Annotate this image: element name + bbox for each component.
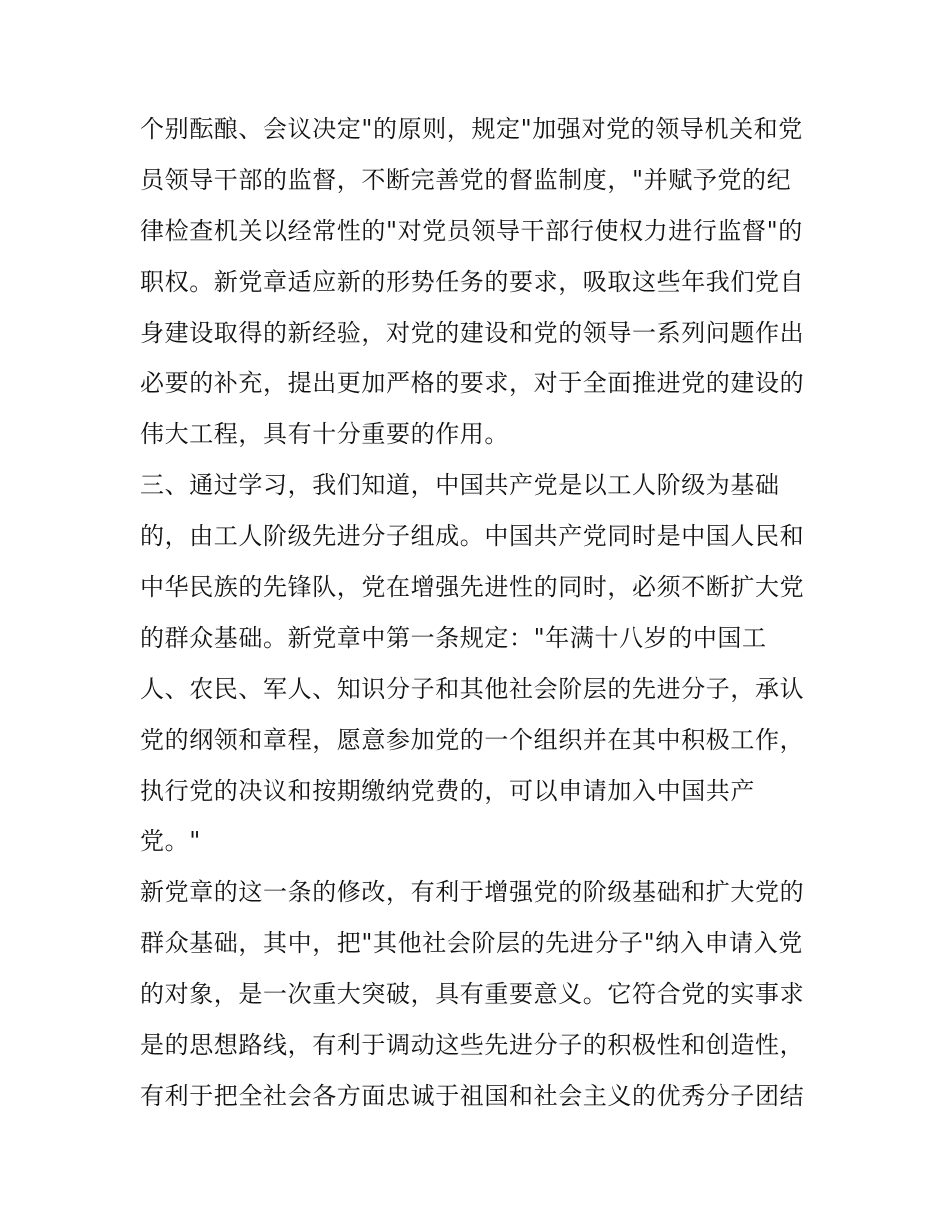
text-line: 新党章的这一条的修改，有利于增强党的阶级基础和扩大党的 xyxy=(140,878,805,907)
body-text xyxy=(140,104,820,1122)
text-line: 三、通过学习，我们知道，中国共产党是以工人阶级为基础 xyxy=(140,471,780,500)
text-line: 人、农民、军人、知识分子和其他社会阶层的先进分子，承认 xyxy=(140,674,805,703)
text-line: 伟大工程，具有十分重要的作用。 xyxy=(140,420,509,449)
text-line: 的群众基础。新党章中第一条规定："年满十八岁的中国工 xyxy=(140,623,767,652)
text-line: 党。" xyxy=(140,827,201,856)
text-line: 员领导干部的监督，不断完善党的督监制度，"并赋予党的纪 xyxy=(140,165,792,194)
text-line: 身建设取得的新经验，对党的建设和党的领导一系列问题作出 xyxy=(140,318,805,347)
text-line: 的对象，是一次重大突破，具有重要意义。它符合党的实事求 xyxy=(140,980,805,1009)
text-line: 有利于把全社会各方面忠诚于祖国和社会主义的优秀分子团结 xyxy=(140,1081,805,1110)
text-line: 个别酝酿、会议决定"的原则，规定"加强对党的领导机关和党 xyxy=(140,115,803,143)
text-line: 必要的补充，提出更加严格的要求，对于全面推进党的建设的 xyxy=(140,369,805,398)
text-line: 律检查机关以经常性的"对党员领导干部行使权力进行监督"的 xyxy=(140,216,803,245)
text-line: 职权。新党章适应新的形势任务的要求，吸取这些年我们党自 xyxy=(140,267,805,296)
text-line: 中华民族的先锋队，党在增强先进性的同时，必须不断扩大党 xyxy=(140,573,805,602)
text-line: 是的思想路线，有利于调动这些先进分子的积极性和创造性， xyxy=(140,1031,805,1060)
text-line: 群众基础，其中，把"其他社会阶层的先进分子"纳入申请入党 xyxy=(140,929,803,958)
text-line: 党的纲领和章程，愿意参加党的一个组织并在其中积极工作， xyxy=(140,725,805,754)
text-line: 的，由工人阶级先进分子组成。中国共产党同时是中国人民和 xyxy=(140,522,805,551)
text-line: 执行党的决议和按期缴纳党费的，可以申请加入中国共产 xyxy=(140,776,755,805)
